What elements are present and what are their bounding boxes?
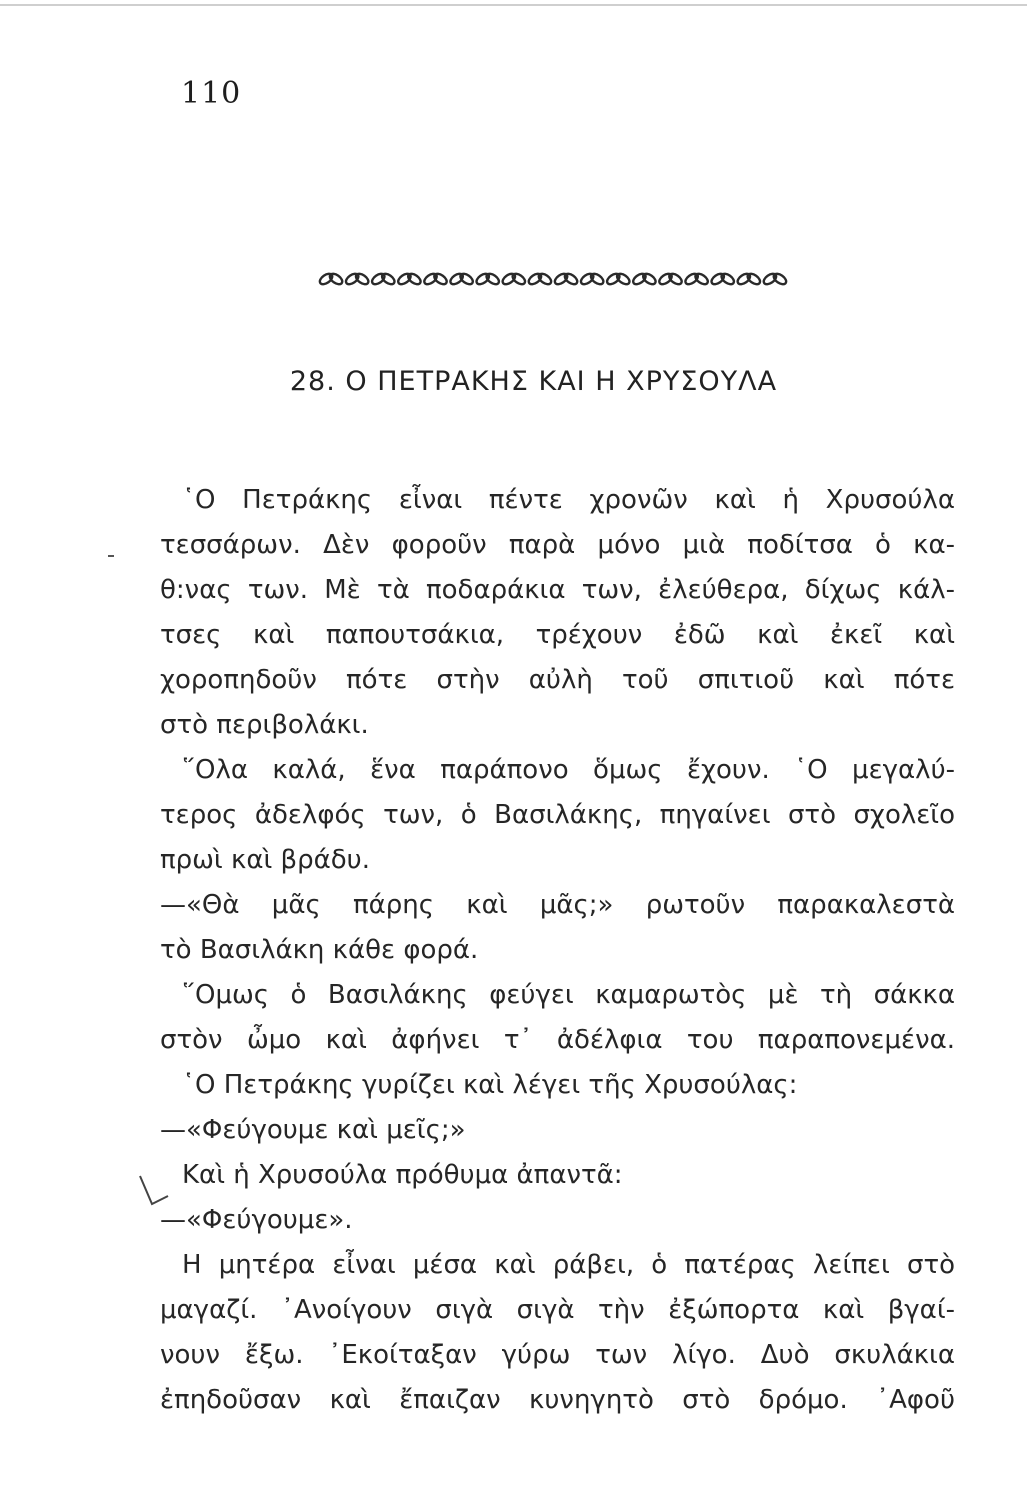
body-text	[160, 478, 955, 1423]
text-line: μαγαζί. ᾿Ανοίγουν σιγὰ σιγὰ τὴν ἐξώπορτα καὶ βγαί-	[160, 1295, 955, 1325]
text-line: ῞Ομως ὁ Βασιλάκης φεύγει καμαρωτὸς μὲ τὴ σάκκα	[182, 980, 955, 1010]
ornament-knot-icon	[318, 272, 344, 287]
ornament-knot-icon	[527, 272, 553, 287]
ornament-knot-icon	[684, 272, 710, 287]
ornament-knot-icon	[579, 272, 605, 287]
ornament-knot-icon	[762, 272, 788, 287]
text-line: χοροπηδοῦν πότε στὴν αὐλὴ τοῦ σπιτιοῦ καὶ πότε	[160, 665, 955, 695]
text-line: θ:νας των. Μὲ τὰ ποδαράκια των, ἐλεύθερα, δίχως κάλ-	[160, 575, 955, 605]
text-line: τερος ἀδελφός των, ὁ Βασιλάκης, πηγαίνει στὸ σχολεῖο	[160, 800, 955, 830]
decorative-ornament-band	[318, 268, 788, 290]
page-number: 110	[181, 76, 242, 111]
ornament-knot-icon	[553, 272, 579, 287]
ornament-knot-icon	[422, 272, 448, 287]
ornament-knot-icon	[344, 272, 370, 287]
ornament-knot-icon	[396, 272, 422, 287]
text-line: Καὶ ἡ Χρυσούλα πρόθυμα ἀπαντᾶ:	[182, 1160, 623, 1190]
text-line: ῾Ο Πετράκης εἶναι πέντε χρονῶν καὶ ἡ Χρυσούλα	[182, 485, 955, 515]
ornament-knot-icon	[475, 272, 501, 287]
text-line: —«Φεύγουμε καὶ μεῖς;»	[160, 1115, 466, 1145]
text-line: νουν ἔξω. ᾿Εκοίταξαν γύρω των λίγο. Δυὸ σκυλάκια	[160, 1340, 955, 1370]
text-line: —«Θὰ μᾶς πάρης καὶ μᾶς;» ρωτοῦν παρακαλεστὰ	[160, 890, 955, 920]
ornament-knot-icon	[605, 272, 631, 287]
margin-mark	[108, 555, 114, 557]
ornament-knot-icon	[501, 272, 527, 287]
ornament-knot-icon	[657, 272, 683, 287]
ornament-knot-icon	[370, 272, 396, 287]
text-line: ῾Ο Πετράκης γυρίζει καὶ λέγει τῆς Χρυσούλας:	[182, 1070, 798, 1100]
text-line: τσες καὶ παπουτσάκια, τρέχουν ἐδῶ καὶ ἐκεῖ καὶ	[160, 620, 955, 650]
text-line: ἐπηδοῦσαν καὶ ἔπαιζαν κυνηγητὸ στὸ δρόμο. ᾿Αφοῦ	[160, 1385, 955, 1415]
pencil-mark-icon	[138, 1174, 172, 1214]
ornament-knot-icon	[736, 272, 762, 287]
text-line: πρωὶ καὶ βράδυ.	[160, 845, 370, 875]
ornament-knot-icon	[449, 272, 475, 287]
text-line: τεσσάρων. Δὲν φοροῦν παρὰ μόνο μιὰ ποδίτσα ὁ κα-	[160, 530, 955, 560]
text-line: στὸ περιβολάκι.	[160, 710, 369, 740]
ornament-knot-icon	[631, 272, 657, 287]
ornament-knot-icon	[710, 272, 736, 287]
chapter-title: 28. Ο ΠΕΤΡΑΚΗΣ ΚΑΙ Η ΧΡΥΣΟΥΛΑ	[289, 366, 778, 397]
text-line: Η μητέρα εἶναι μέσα καὶ ράβει, ὁ πατέρας λείπει στὸ	[182, 1250, 955, 1280]
page-top-edge	[0, 4, 1027, 6]
text-line: τὸ Βασιλάκη κάθε φορά.	[160, 935, 479, 965]
text-line: ῞Ολα καλά, ἕνα παράπονο ὅμως ἔχουν. ῾Ο μεγαλύ-	[182, 755, 955, 785]
text-line: στὸν ὦμο καὶ ἀφήνει τ᾿ ἀδέλφια του παραπονεμένα.	[160, 1025, 955, 1055]
text-line: —«Φεύγουμε».	[160, 1205, 353, 1235]
